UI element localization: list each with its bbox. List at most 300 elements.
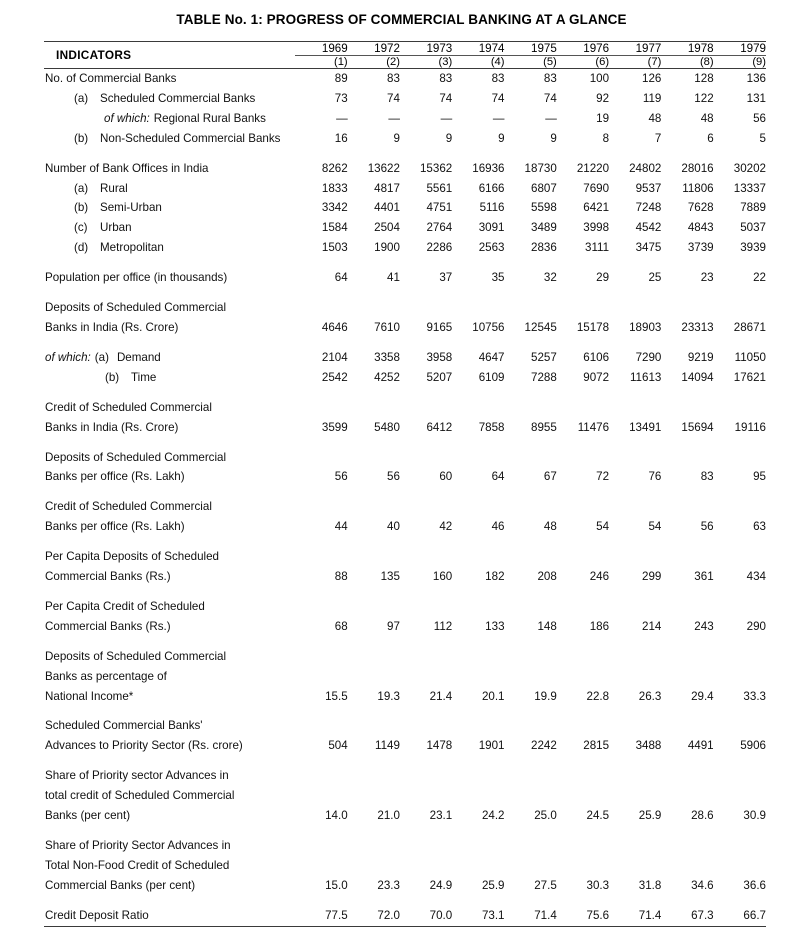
- cell-empty: [714, 786, 766, 806]
- row-label-text: Banks in India (Rs. Crore): [45, 320, 179, 334]
- cell-empty: [452, 438, 504, 468]
- cell-rural-1974: 6166: [478, 181, 505, 195]
- cell-time-1978: 14094: [681, 370, 714, 384]
- cell-credit-of-scheduled-commercial-banks-in-india-1972: 5480: [374, 420, 400, 434]
- cell-deposits-of-scheduled-commercial-banks-in-india-1977: 18903: [629, 320, 662, 334]
- cell-share-priority-in-non-food-credit-1973: 24.9: [429, 878, 453, 892]
- row-label-text: Number of Bank Offices in India: [45, 161, 209, 175]
- cell-urban-1979: 5037: [740, 221, 766, 235]
- cell-empty: [452, 856, 504, 876]
- table-row: [44, 637, 766, 667]
- row-label-non-scheduled-commercial-banks: [44, 129, 295, 149]
- cell-empty: [295, 826, 347, 856]
- cell-time-1979: 17621: [733, 370, 766, 384]
- row-label-advances-to-priority-sector: [44, 736, 295, 756]
- cell-per-capita-credit-1974: 133: [485, 619, 505, 633]
- row-label-text: Banks as percentage of: [45, 669, 167, 683]
- cell-rural-1975: 6807: [531, 181, 557, 195]
- cell-empty: [348, 667, 400, 687]
- cell-no-of-commercial-banks-1975: 83: [543, 72, 557, 85]
- cell-empty: [609, 587, 661, 617]
- row-label-credit-deposit-ratio: [44, 896, 295, 926]
- cell-non-scheduled-commercial-banks-1969: 16: [334, 131, 348, 145]
- cell-empty: [452, 587, 504, 617]
- cell-share-priority-in-non-food-credit-1969: 15.0: [325, 878, 348, 892]
- page-title: TABLE No. 1: PROGRESS OF COMMERCIAL BANKING AT A GLANCE: [176, 12, 627, 27]
- cell-credit-per-office-1977: 54: [648, 520, 662, 534]
- cell-empty: [661, 388, 713, 418]
- cell-deposits-of-scheduled-commercial-banks-in-india-1979: 28671: [733, 320, 766, 334]
- cell-deposits-per-office-1973: 60: [439, 470, 453, 484]
- cell-deposits-per-office-1974: 64: [491, 470, 505, 484]
- cell-no-of-commercial-banks-1979: 136: [746, 72, 766, 85]
- table-row: [44, 826, 766, 856]
- cell-population-per-office-1972: 41: [387, 271, 400, 285]
- cell-empty: [400, 637, 452, 667]
- cell-deposits-per-office-1979: 95: [753, 470, 766, 484]
- cell-empty: [348, 487, 400, 517]
- header-year-1976: 1976: [557, 42, 609, 56]
- row-label-text: Deposits of Scheduled Commercial: [45, 649, 227, 663]
- cell-population-per-office-1974: 35: [491, 271, 505, 285]
- header-year-1972: 1972: [348, 42, 400, 56]
- cell-number-of-bank-offices-in-india-1976: 21220: [576, 161, 610, 175]
- cell-credit-deposit-ratio-1974: 73.1: [481, 908, 505, 922]
- row-label-text: National Income*: [45, 689, 134, 703]
- header-colnum-5: (5): [543, 56, 557, 68]
- cell-empty: [505, 786, 557, 806]
- table-row: [44, 706, 766, 736]
- cell-empty: [400, 487, 452, 517]
- row-label-deposits-of-scheduled-commercial-banks-in-india: [44, 318, 295, 338]
- cell-empty: [452, 637, 504, 667]
- header-year-1969: 1969: [295, 42, 347, 56]
- cell-empty: [295, 667, 347, 687]
- header-year-1973: 1973: [400, 42, 452, 56]
- cell-credit-of-scheduled-commercial-banks-in-india-1979: 19116: [734, 420, 766, 434]
- cell-empty: [348, 438, 400, 468]
- row-label-text: Population per office (in thousands): [45, 271, 228, 285]
- cell-empty: [661, 756, 713, 786]
- cell-credit-deposit-ratio-1972: 72.0: [377, 908, 400, 922]
- row-label-deposits-per-office: [44, 467, 295, 487]
- cell-empty: [661, 487, 713, 517]
- cell-empty: [295, 288, 347, 318]
- row-label-text: Metropolitan: [100, 241, 164, 255]
- cell-deposits-of-scheduled-commercial-banks-in-india-1975: 12545: [524, 320, 557, 334]
- row-label-text: Per Capita Credit of Scheduled: [45, 599, 205, 613]
- row-marker: (a): [74, 181, 89, 195]
- cell-empty: [714, 826, 766, 856]
- cell-deposits-per-office-1972: 56: [387, 470, 400, 484]
- cell-empty: [609, 667, 661, 687]
- row-label-text: Total Non-Food Credit of Scheduled: [45, 858, 230, 872]
- cell-empty: [295, 438, 347, 468]
- cell-metropolitan-1976: 3111: [585, 241, 610, 255]
- cell-urban-1972: 2504: [374, 221, 400, 235]
- cell-non-scheduled-commercial-banks-1977: 7: [654, 131, 662, 145]
- row-label-credit-of-scheduled-commercial-banks-in-india: [44, 388, 295, 418]
- cell-deposits-as-percentage-of-national-income-1972: 19.3: [377, 689, 400, 703]
- cell-empty: [505, 438, 557, 468]
- cell-population-per-office-1977: 25: [648, 271, 662, 285]
- row-label-text: Share of Priority sector Advances in: [45, 769, 229, 783]
- cell-urban-1975: 3489: [531, 221, 557, 235]
- cell-deposits-as-percentage-of-national-income-1974: 20.1: [481, 689, 505, 703]
- cell-empty: [400, 438, 452, 468]
- cell-empty: [400, 826, 452, 856]
- row-label-text: Advances to Priority Sector (Rs. crore): [45, 739, 243, 753]
- cell-advances-to-priority-sector-1975: 2242: [531, 739, 557, 753]
- cell-advances-to-priority-sector-1978: 4491: [687, 739, 714, 753]
- cell-advances-to-priority-sector-1979: 5906: [740, 739, 766, 753]
- cell-empty: [400, 856, 452, 876]
- cell-credit-per-office-1974: 46: [491, 520, 505, 534]
- cell-empty: [609, 438, 661, 468]
- row-label-deposits-of-scheduled-commercial-banks-in-india: [44, 288, 295, 318]
- cell-empty: [609, 706, 661, 736]
- header-colnum-2: (2): [386, 56, 400, 68]
- cell-per-capita-deposits-1973: 160: [432, 570, 453, 584]
- cell-share-priority-in-total-credit-1978: 28.6: [691, 809, 714, 823]
- cell-credit-deposit-ratio-1978: 67.3: [691, 908, 714, 922]
- table-row: [44, 467, 766, 487]
- cell-population-per-office-1979: 22: [753, 271, 766, 285]
- cell-urban-1976: 3998: [583, 221, 610, 235]
- cell-no-of-commercial-banks-1972: 83: [387, 72, 400, 85]
- cell-deposits-of-scheduled-commercial-banks-in-india-1973: 9165: [426, 320, 453, 334]
- cell-empty: [452, 706, 504, 736]
- cell-demand-1976: 6106: [583, 350, 610, 364]
- cell-per-capita-deposits-1975: 208: [537, 570, 557, 584]
- cell-empty: [505, 756, 557, 786]
- table-row: [44, 876, 766, 896]
- cell-empty: [714, 637, 766, 667]
- row-label-no-of-commercial-banks: [44, 69, 295, 89]
- table-row: [44, 179, 766, 199]
- cell-empty: [348, 856, 400, 876]
- row-label-credit-of-scheduled-commercial-banks-in-india: [44, 418, 295, 438]
- cell-per-capita-deposits-1974: 182: [485, 570, 505, 584]
- table-row: [44, 667, 766, 687]
- cell-non-scheduled-commercial-banks-1978: 6: [707, 131, 714, 145]
- cell-empty: [348, 786, 400, 806]
- cell-empty: [505, 637, 557, 667]
- cell-rural-1977: 9537: [635, 181, 662, 195]
- cell-metropolitan-1977: 3475: [635, 241, 662, 255]
- table-row: [44, 288, 766, 318]
- cell-empty: [609, 487, 661, 517]
- cell-rural-1969: 1833: [321, 181, 348, 195]
- row-label-share-priority-in-total-credit: [44, 756, 295, 786]
- table-row: [44, 617, 766, 637]
- cell-population-per-office-1969: 64: [334, 271, 348, 285]
- of-which-lead: of which:: [45, 350, 91, 364]
- cell-per-capita-credit-1979: 290: [746, 619, 766, 633]
- table-row: [44, 129, 766, 149]
- cell-urban-1974: 3091: [478, 221, 505, 235]
- table-row: [44, 318, 766, 338]
- row-label-text: Banks (per cent): [45, 809, 131, 823]
- cell-share-priority-in-non-food-credit-1976: 30.3: [586, 878, 610, 892]
- cell-scheduled-commercial-banks-1979: 131: [746, 91, 766, 105]
- cell-population-per-office-1978: 23: [700, 271, 714, 285]
- cell-empty: [505, 667, 557, 687]
- cell-share-priority-in-total-credit-1969: 14.0: [325, 809, 348, 823]
- row-label-deposits-per-office: [44, 438, 295, 468]
- cell-empty: [400, 706, 452, 736]
- cell-credit-of-scheduled-commercial-banks-in-india-1969: 3599: [321, 420, 348, 434]
- cell-empty: [295, 487, 347, 517]
- cell-credit-deposit-ratio-1976: 75.6: [586, 908, 610, 922]
- cell-empty: [295, 706, 347, 736]
- cell-per-capita-credit-1972: 97: [387, 619, 400, 633]
- cell-deposits-of-scheduled-commercial-banks-in-india-1972: 7610: [374, 320, 400, 334]
- of-which-block: [45, 109, 266, 129]
- cell-per-capita-credit-1975: 148: [537, 619, 557, 633]
- cell-empty: [452, 756, 504, 786]
- cell-metropolitan-1974: 2563: [478, 241, 505, 255]
- cell-no-of-commercial-banks-1977: 126: [642, 72, 662, 85]
- cell-time-1973: 5207: [426, 370, 453, 384]
- cell-per-capita-deposits-1978: 361: [694, 570, 714, 584]
- cell-empty: [295, 637, 347, 667]
- cell-per-capita-credit-1973: 112: [433, 619, 453, 633]
- cell-metropolitan-1969: 1503: [321, 241, 348, 255]
- cell-empty: [295, 587, 347, 617]
- row-label-text: Commercial Banks (Rs.): [45, 619, 171, 633]
- row-label-regional-rural-banks: [44, 109, 295, 129]
- row-label-advances-to-priority-sector: [44, 706, 295, 736]
- cell-semi-urban-1969: 3342: [321, 201, 348, 215]
- cell-empty: [505, 587, 557, 617]
- cell-semi-urban-1973: 4751: [426, 201, 453, 215]
- row-label-scheduled-commercial-banks: [44, 89, 295, 109]
- cell-rural-1979: 13337: [733, 181, 766, 195]
- table-row: [44, 109, 766, 129]
- cell-advances-to-priority-sector-1974: 1901: [478, 739, 505, 753]
- cell-empty: [348, 756, 400, 786]
- table-row: [44, 896, 766, 926]
- cell-empty: [505, 826, 557, 856]
- cell-deposits-per-office-1978: 83: [700, 470, 714, 484]
- cell-population-per-office-1973: 37: [439, 271, 453, 285]
- cell-credit-per-office-1973: 42: [439, 520, 453, 534]
- cell-empty: [295, 537, 347, 567]
- row-label-text: Demand: [116, 350, 161, 364]
- header-colnum-7: (7): [647, 56, 662, 68]
- table-row: [44, 338, 766, 368]
- cell-advances-to-priority-sector-1976: 2815: [583, 739, 610, 753]
- row-label-text: Deposits of Scheduled Commercial: [45, 301, 227, 315]
- cell-scheduled-commercial-banks-1974: 74: [491, 91, 505, 105]
- table-row: [44, 438, 766, 468]
- cell-empty: [714, 438, 766, 468]
- cell-deposits-as-percentage-of-national-income-1969: 15.5: [325, 689, 348, 703]
- cell-no-of-commercial-banks-1974: 83: [491, 72, 505, 85]
- progress-of-commercial-banking-table: [44, 41, 766, 927]
- cell-rural-1976: 7690: [583, 181, 610, 195]
- cell-per-capita-credit-1978: 243: [694, 619, 714, 633]
- cell-population-per-office-1975: 32: [543, 271, 557, 285]
- cell-semi-urban-1974: 5116: [479, 201, 505, 215]
- row-label-text: No. of Commercial Banks: [45, 72, 177, 85]
- cell-urban-1973: 2764: [426, 221, 453, 235]
- table-row: [44, 786, 766, 806]
- row-marker: (c): [74, 221, 88, 235]
- cell-demand-1977: 7290: [635, 350, 662, 364]
- cell-number-of-bank-offices-in-india-1973: 15362: [419, 161, 453, 175]
- cell-empty: [661, 706, 713, 736]
- cell-credit-deposit-ratio-1979: 66.7: [743, 908, 766, 922]
- cell-advances-to-priority-sector-1969: 504: [328, 739, 348, 753]
- cell-share-priority-in-total-credit-1974: 24.2: [481, 809, 505, 823]
- cell-empty: [609, 537, 661, 567]
- table-row: [44, 238, 766, 258]
- table-row: [44, 198, 766, 218]
- cell-empty: [348, 288, 400, 318]
- cell-empty: [557, 388, 609, 418]
- cell-empty: [661, 438, 713, 468]
- cell-empty: [348, 587, 400, 617]
- table-row: [44, 69, 766, 89]
- row-label-text: Commercial Banks (per cent): [45, 878, 196, 892]
- row-label-text: Scheduled Commercial Banks': [45, 719, 203, 733]
- cell-credit-per-office-1972: 40: [387, 520, 400, 534]
- cell-empty: [400, 288, 452, 318]
- row-label-text: Scheduled Commercial Banks: [100, 91, 256, 105]
- cell-credit-per-office-1969: 44: [334, 520, 348, 534]
- row-label-share-priority-in-total-credit: [44, 786, 295, 806]
- cell-empty: [661, 637, 713, 667]
- cell-empty: [348, 637, 400, 667]
- cell-empty: [714, 706, 766, 736]
- cell-empty: [295, 756, 347, 786]
- header-colnum-6: (6): [595, 56, 610, 68]
- table-row: [44, 149, 766, 179]
- cell-share-priority-in-total-credit-1975: 25.0: [534, 809, 557, 823]
- cell-credit-deposit-ratio-1973: 70.0: [429, 908, 453, 922]
- cell-per-capita-credit-1977: 214: [642, 619, 662, 633]
- row-label-share-priority-in-total-credit: [44, 806, 295, 826]
- cell-empty: [609, 826, 661, 856]
- cell-empty: [505, 388, 557, 418]
- cell-credit-per-office-1979: 63: [753, 520, 766, 534]
- cell-non-scheduled-commercial-banks-1975: 9: [550, 131, 557, 145]
- cell-empty: [609, 388, 661, 418]
- row-label-time: [44, 368, 295, 388]
- table-row: [44, 587, 766, 617]
- cell-empty: [609, 637, 661, 667]
- row-label-deposits-as-percentage-of-national-income: [44, 667, 295, 687]
- table-head: [44, 42, 766, 69]
- cell-deposits-per-office-1969: 56: [334, 470, 348, 484]
- cell-demand-1979: 11050: [734, 350, 766, 364]
- cell-share-priority-in-non-food-credit-1977: 31.8: [638, 878, 662, 892]
- cell-empty: [661, 786, 713, 806]
- table-row: [44, 537, 766, 567]
- cell-empty: [714, 537, 766, 567]
- cell-deposits-per-office-1977: 76: [648, 470, 662, 484]
- cell-empty: [557, 637, 609, 667]
- cell-empty: [295, 786, 347, 806]
- row-label-share-priority-in-non-food-credit: [44, 826, 295, 856]
- cell-empty: [557, 856, 609, 876]
- cell-empty: [452, 537, 504, 567]
- header-year-1975: 1975: [505, 42, 557, 56]
- cell-credit-per-office-1978: 56: [700, 520, 714, 534]
- cell-semi-urban-1977: 7248: [635, 201, 662, 215]
- cell-share-priority-in-non-food-credit-1979: 36.6: [743, 878, 766, 892]
- header-year-1978: 1978: [661, 42, 713, 56]
- header-colnum-3: (3): [438, 56, 453, 68]
- cell-per-capita-deposits-1969: 88: [334, 570, 348, 584]
- cell-empty: [557, 438, 609, 468]
- cell-demand-1978: 9219: [687, 350, 714, 364]
- cell-empty: [557, 756, 609, 786]
- row-label-demand: [44, 338, 295, 368]
- indicators-header: INDICATORS: [56, 48, 132, 62]
- cell-empty: [661, 667, 713, 687]
- cell-demand-1974: 4647: [478, 350, 505, 364]
- cell-empty: [348, 706, 400, 736]
- cell-empty: [714, 388, 766, 418]
- header-year-1977: 1977: [609, 42, 661, 56]
- cell-per-capita-deposits-1976: 246: [589, 570, 610, 584]
- cell-population-per-office-1976: 29: [596, 271, 610, 285]
- cell-empty: [505, 537, 557, 567]
- cell-empty: [452, 826, 504, 856]
- cell-empty: [400, 786, 452, 806]
- cell-scheduled-commercial-banks-1977: 119: [642, 91, 662, 105]
- cell-empty: [295, 856, 347, 876]
- cell-credit-of-scheduled-commercial-banks-in-india-1975: 8955: [531, 420, 557, 434]
- cell-deposits-as-percentage-of-national-income-1975: 19.9: [534, 689, 557, 703]
- cell-per-capita-deposits-1979: 434: [746, 570, 766, 584]
- cell-semi-urban-1979: 7889: [740, 201, 766, 215]
- row-marker: (a): [74, 91, 89, 105]
- cell-share-priority-in-total-credit-1973: 23.1: [429, 809, 453, 823]
- row-label-per-capita-deposits: [44, 567, 295, 587]
- cell-number-of-bank-offices-in-india-1972: 13622: [367, 161, 400, 175]
- table-row: [44, 567, 766, 587]
- cell-empty: [452, 288, 504, 318]
- cell-empty: [348, 826, 400, 856]
- cell-empty: [557, 288, 609, 318]
- cell-empty: [661, 288, 713, 318]
- cell-time-1974: 6109: [478, 370, 505, 384]
- cell-non-scheduled-commercial-banks-1976: 8: [602, 131, 610, 145]
- of-which-lead: of which:: [104, 111, 150, 125]
- cell-empty: [557, 537, 609, 567]
- row-marker: (d): [74, 241, 89, 255]
- cell-demand-1975: 5257: [531, 350, 557, 364]
- cell-share-priority-in-total-credit-1979: 30.9: [743, 809, 766, 823]
- cell-empty: [557, 667, 609, 687]
- cell-empty: [609, 756, 661, 786]
- row-label-metropolitan: [44, 238, 295, 258]
- cell-metropolitan-1972: 1900: [374, 241, 400, 255]
- cell-scheduled-commercial-banks-1972: 74: [387, 91, 400, 105]
- cell-empty: [557, 786, 609, 806]
- row-label-deposits-as-percentage-of-national-income: [44, 637, 295, 667]
- cell-time-1975: 7288: [531, 370, 557, 384]
- cell-deposits-of-scheduled-commercial-banks-in-india-1974: 10756: [472, 320, 505, 334]
- table-row: [44, 388, 766, 418]
- cell-credit-of-scheduled-commercial-banks-in-india-1974: 7858: [478, 420, 505, 434]
- cell-number-of-bank-offices-in-india-1975: 18730: [524, 161, 557, 175]
- cell-demand-1972: 3358: [374, 350, 400, 364]
